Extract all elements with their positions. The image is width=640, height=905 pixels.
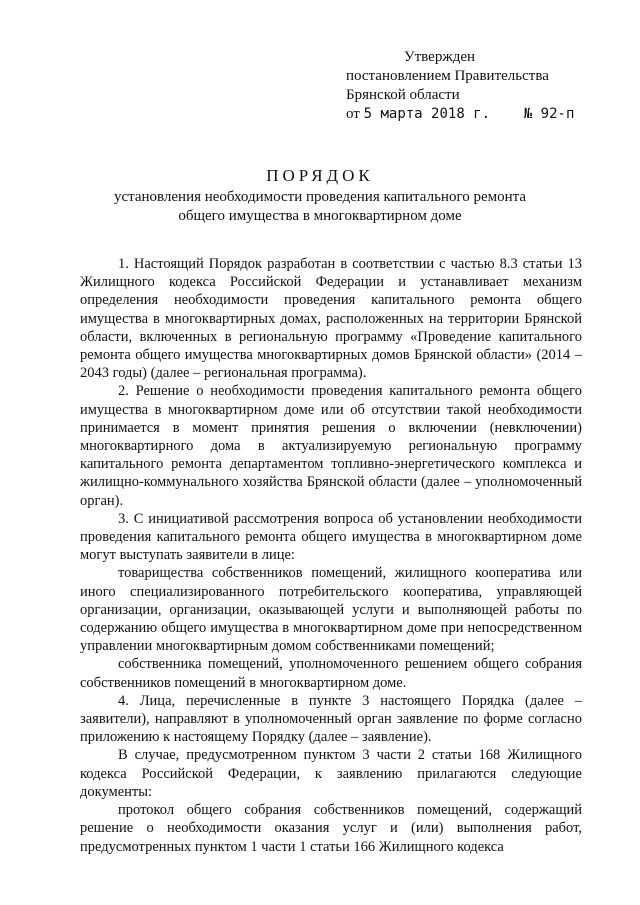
- approval-date: 5 марта 2018 г.: [363, 106, 491, 122]
- approval-date-line: [346, 105, 606, 124]
- document-title: ПОРЯДОК: [266, 166, 374, 185]
- paragraph-3-item-1: товарищества собственников помещений, жилищного кооператива или иного специализированного потребительского кооператива, управляющей организации, организации, оказывающей услуги и выполняющей работы по содержанию общего имущества в многоквартирном доме при непосредственном управлении многоквартирным домом собственниками помещений;: [80, 565, 582, 655]
- subtitle-line-2: общего имущества в многоквартирном доме: [178, 208, 462, 224]
- approval-stamp: [346, 48, 606, 124]
- paragraph-4: 4. Лица, перечисленные в пункте 3 настоящего Порядка (далее – заявители), направляют в уполномоченный орган заявление по форме согласно приложению к настоящему Порядку (далее – заявление).: [80, 692, 582, 746]
- paragraph-1: 1. Настоящий Порядок разработан в соответствии с частью 8.3 статьи 13 Жилищного кодекса Российской Федерации и устанавливает механизм определения необходимости проведения капитального ремонта общего имущества в многоквартирных домах, расположенных на территории Брянской области, включенных в региональную программу «Проведение капитального ремонта общего имущества многоквартирных домов Брянской области» (2014 – 2043 годы) (далее – региональная программа).: [80, 256, 582, 382]
- document-body: [80, 255, 582, 856]
- approval-line-2: постановлением Правительства: [346, 68, 549, 84]
- approval-date-prefix: от: [346, 106, 360, 122]
- paragraph-3: 3. С инициативой рассмотрения вопроса об установлении необходимости проведения капитального ремонта общего имущества в многоквартирном доме могут выступать заявители в лице:: [80, 510, 582, 564]
- paragraph-2: 2. Решение о необходимости проведения капитального ремонта общего имущества в многоквартирном доме или об отсутствии такой необходимости принимается в момент принятия решения о включении (невключении) многоквартирного дома в актуализируемую региональную программу капитального ремонта департаментом топливно-энергетического комплекса и жилищно-коммунального хозяйства Брянской области (далее – уполномоченный орган).: [80, 383, 582, 509]
- approval-line-1: Утвержден: [404, 49, 476, 65]
- paragraph-4-case: В случае, предусмотренном пунктом 3 части 2 статьи 168 Жилищного кодекса Российской Федерации, к заявлению прилагаются следующие документы:: [80, 747, 582, 800]
- subtitle-line-1: установления необходимости проведения капитального ремонта: [113, 189, 527, 205]
- document-subtitle: [0, 188, 640, 226]
- approval-line-3: Брянской области: [346, 87, 460, 103]
- paragraph-3-item-2: собственника помещений, уполномоченного решением общего собрания собственников помещений в многоквартирном доме.: [80, 656, 582, 691]
- paragraph-4-doc-1: протокол общего собрания собственников помещений, содержащий решение о необходимости оказания услуг и (или) выполнения работ, предусмотренных пунктом 1 части 1 статьи 166 Жилищного кодекса: [80, 802, 582, 855]
- approval-number: № 92-п: [523, 106, 575, 122]
